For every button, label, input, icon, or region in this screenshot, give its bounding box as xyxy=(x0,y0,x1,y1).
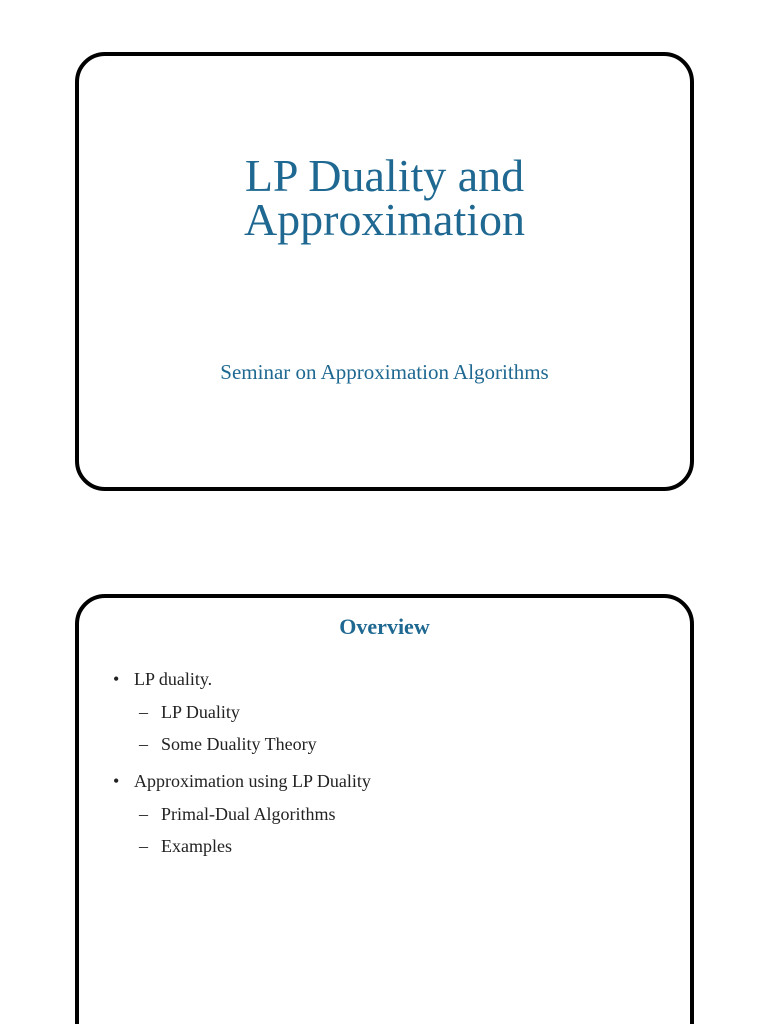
outline-item-label: Approximation using LP Duality xyxy=(134,771,371,791)
sub-item xyxy=(113,830,371,862)
sub-item-label: Some Duality Theory xyxy=(161,734,317,754)
title-line: Approximation xyxy=(243,194,526,245)
title-slide xyxy=(75,52,694,491)
dash-icon: – xyxy=(139,804,148,824)
slide-title xyxy=(79,150,690,245)
title-line: LP Duality and xyxy=(244,150,525,201)
sub-item-label: LP Duality xyxy=(161,702,240,722)
sub-item-label: Examples xyxy=(161,836,232,856)
bullet-icon: • xyxy=(113,669,120,689)
slide-heading: Overview xyxy=(339,614,430,639)
sub-list xyxy=(113,696,371,760)
sub-item xyxy=(113,728,371,760)
outline-item xyxy=(113,664,371,760)
overview-slide xyxy=(75,594,694,1024)
sub-list xyxy=(113,798,371,862)
sub-item-label: Primal-Dual Algorithms xyxy=(161,804,336,824)
dash-icon: – xyxy=(139,702,148,722)
sub-item xyxy=(113,696,371,728)
dash-icon: – xyxy=(139,836,148,856)
outline-item-label: LP duality. xyxy=(134,669,213,689)
dash-icon: – xyxy=(139,734,148,754)
outline-list xyxy=(113,664,371,862)
sub-item xyxy=(113,798,371,830)
outline-item xyxy=(113,766,371,862)
bullet-icon: • xyxy=(113,771,120,791)
slide-subtitle: Seminar on Approximation Algorithms xyxy=(220,360,549,384)
